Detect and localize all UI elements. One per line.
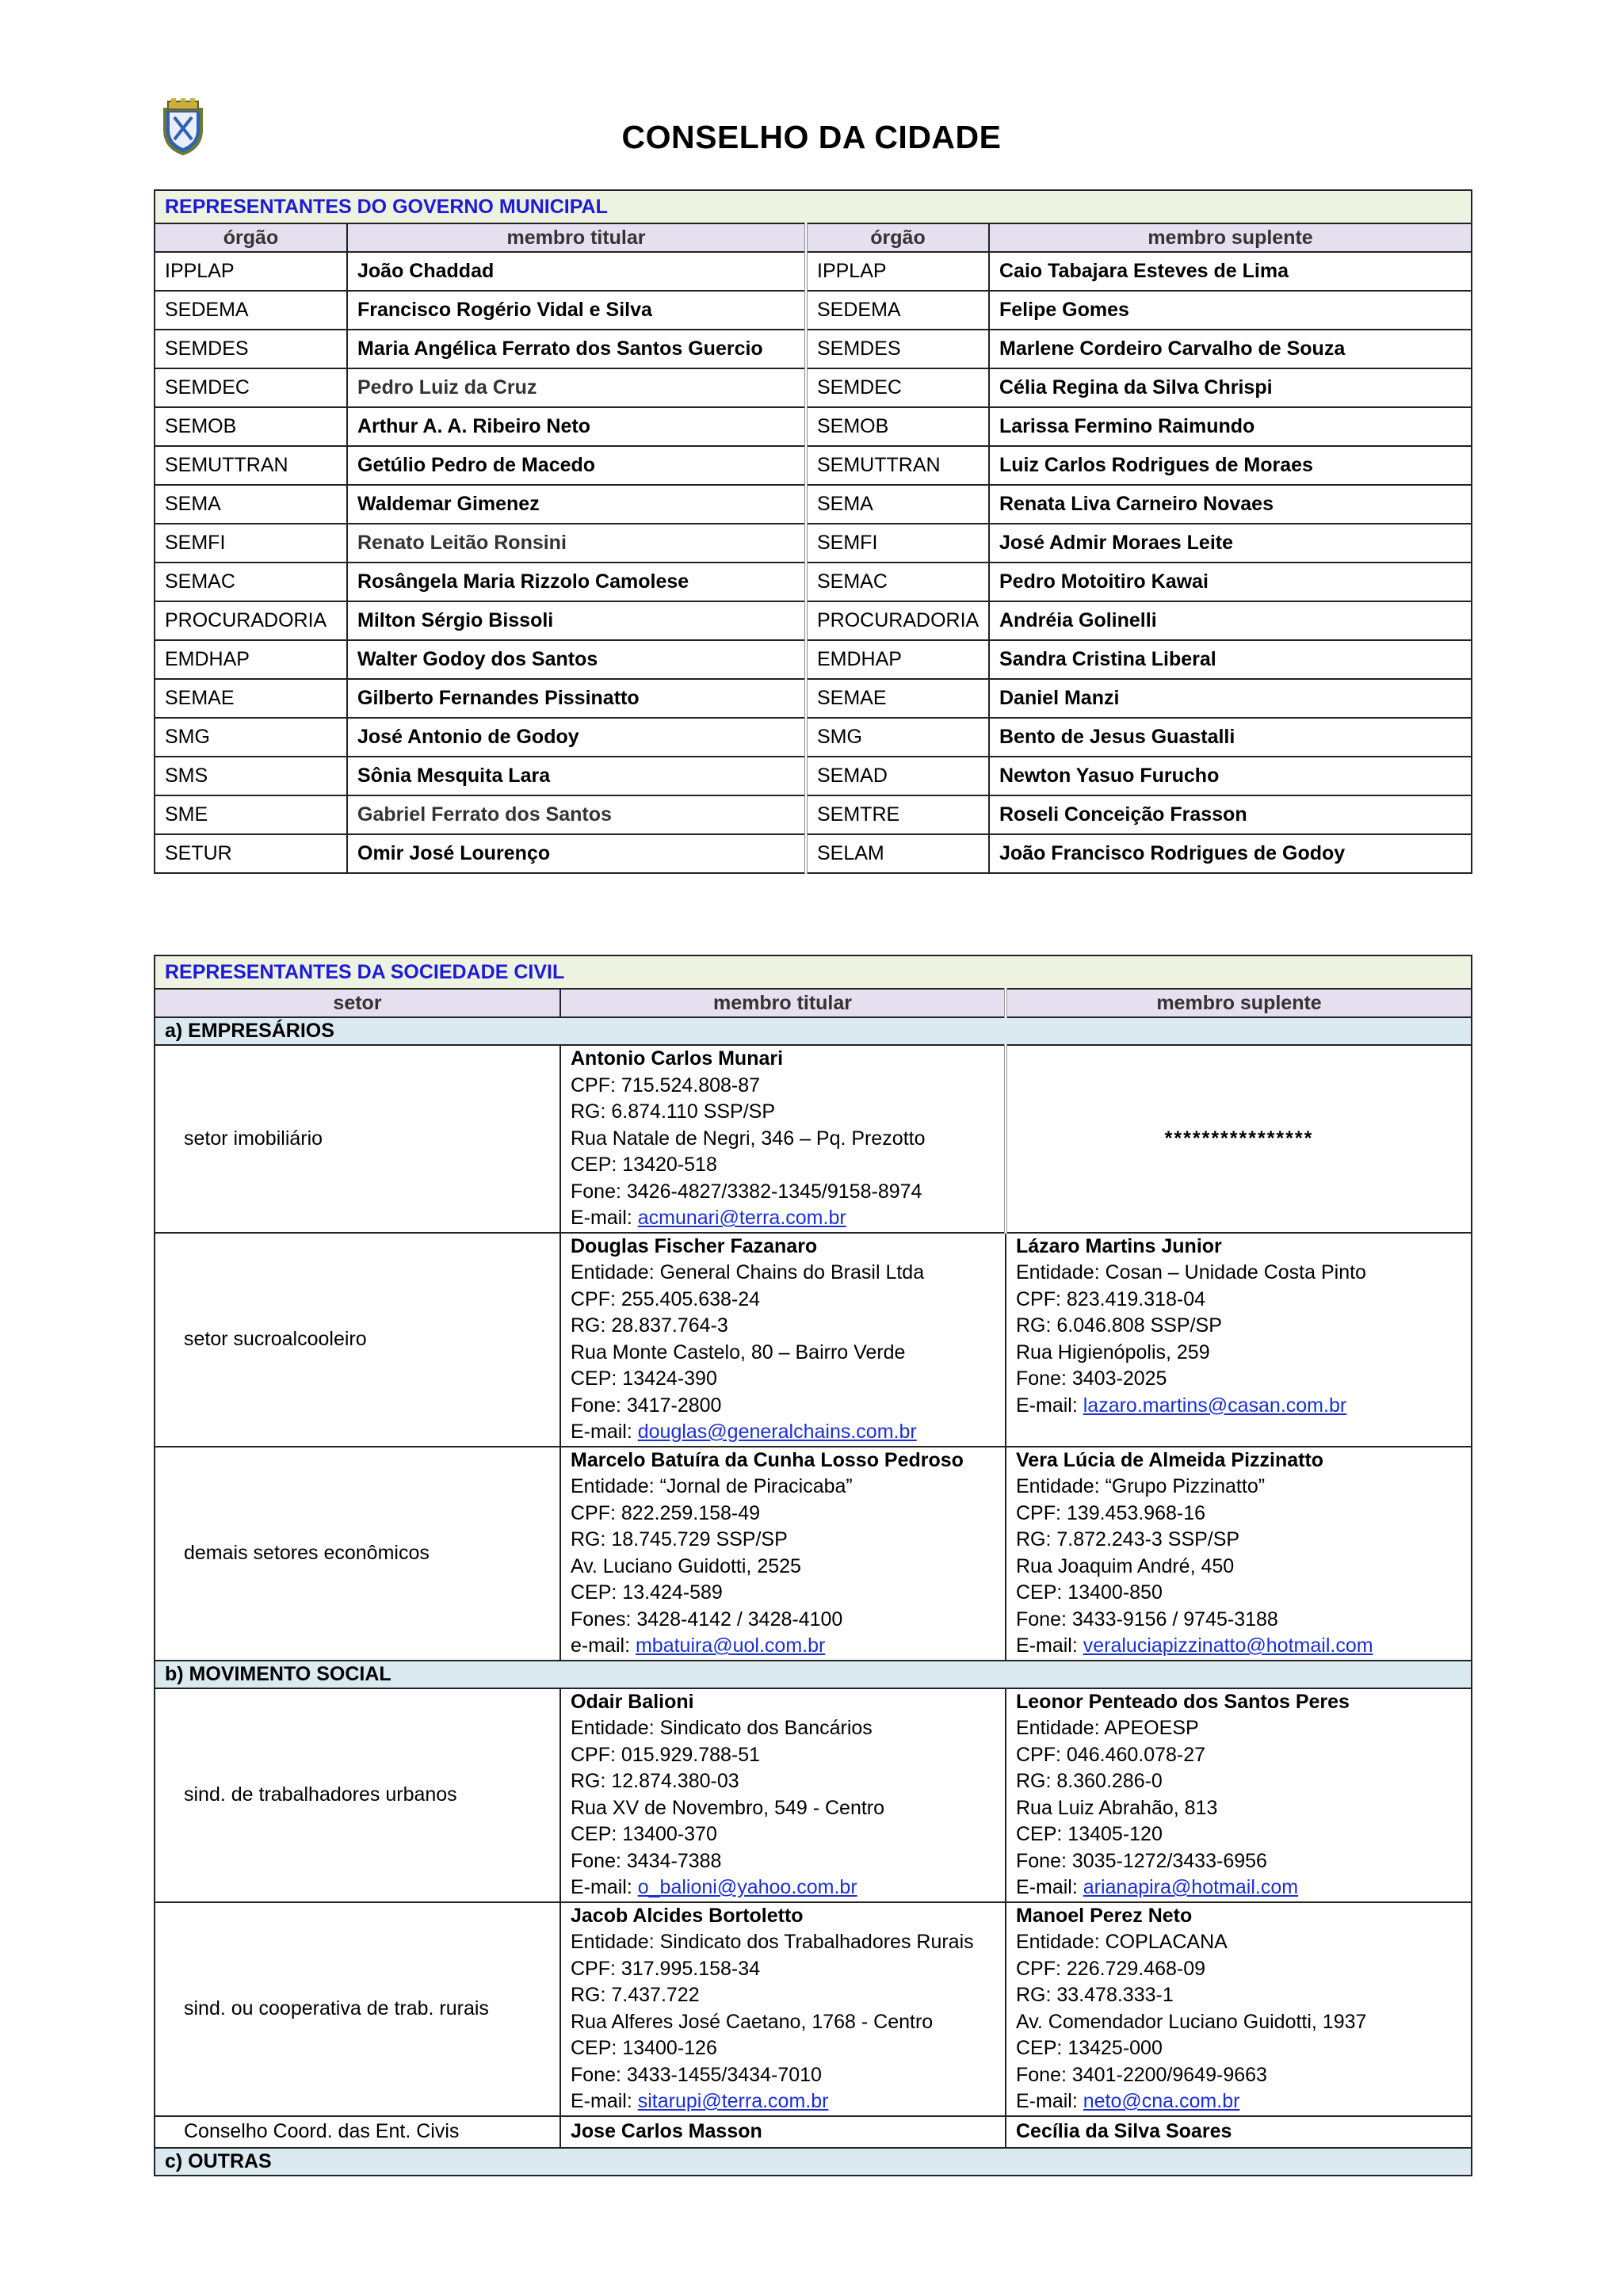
governo-row	[155, 640, 1472, 679]
orgao-suplente-cell: SEDEMA	[806, 291, 989, 330]
member-detail-line: CPF: 715.524.808-87	[571, 1074, 761, 1097]
member-details	[560, 1902, 1006, 2116]
email-link[interactable]: acmunari@terra.com.br	[637, 1207, 846, 1229]
membro-titular-cell: Rosângela Maria Rizzolo Camolese	[347, 563, 806, 601]
member-row	[155, 1902, 1472, 2116]
governo-row	[155, 679, 1472, 718]
member-detail-line: Entidade: “Jornal de Piracicaba”	[571, 1475, 853, 1497]
member-detail-line: CPF: 255.405.638-24	[571, 1287, 761, 1310]
sociedade-table	[154, 955, 1472, 2176]
col-orgao-suplente: órgão	[806, 223, 989, 252]
orgao-titular-cell: SEMDEC	[155, 368, 347, 407]
orgao-titular-cell: SEMAC	[155, 563, 347, 601]
membro-suplente-cell: Marlene Cordeiro Carvalho de Souza	[989, 330, 1472, 368]
membro-titular-cell: José Antonio de Godoy	[347, 718, 806, 757]
member-name: Odair Balioni	[571, 1690, 694, 1713]
governo-row	[155, 563, 1472, 601]
member-detail-line: Entidade: General Chains do Brasil Ltda	[571, 1261, 925, 1283]
member-detail-line: CEP: 13425-000	[1016, 2037, 1163, 2059]
membro-titular-cell: Maria Angélica Ferrato dos Santos Guercio	[347, 330, 806, 368]
member-email-line	[1016, 1393, 1461, 1420]
membro-suplente-cell: Sandra Cristina Liberal	[989, 640, 1472, 679]
orgao-suplente-cell: SEMOB	[806, 407, 989, 446]
member-email-line	[571, 2088, 995, 2115]
email-link[interactable]: arianapira@hotmail.com	[1083, 1876, 1299, 1898]
member-detail-line: Fone: 3403-2025	[1016, 1367, 1167, 1390]
governo-table	[154, 189, 1472, 874]
orgao-suplente-cell: SEMDES	[806, 330, 989, 368]
governo-row	[155, 834, 1472, 873]
member-detail-line: Fone: 3426-4827/3382-1345/9158-8974	[571, 1180, 922, 1203]
membro-titular-cell: Omir José Lourenço	[347, 834, 806, 873]
member-detail-line: Av. Luciano Guidotti, 2525	[571, 1554, 801, 1577]
setor-cell: sind. ou cooperativa de trab. rurais	[155, 1902, 560, 2116]
member-detail-line: Fone: 3434-7388	[571, 1849, 722, 1872]
member-detail-line: CPF: 015.929.788-51	[571, 1743, 761, 1766]
orgao-titular-cell: SEMOB	[155, 407, 347, 446]
orgao-suplente-cell: SEMUTTRAN	[806, 446, 989, 485]
orgao-suplente-cell: EMDHAP	[806, 640, 989, 679]
orgao-titular-cell: SEDEMA	[155, 291, 347, 330]
membro-titular-cell: Sônia Mesquita Lara	[347, 757, 806, 795]
orgao-suplente-cell: SEMAC	[806, 563, 989, 601]
member-detail-line: Rua XV de Novembro, 549 - Centro	[571, 1796, 885, 1819]
member-name: Leonor Penteado dos Santos Peres	[1016, 1690, 1350, 1713]
member-detail-line: Entidade: COPLACANA	[1016, 1931, 1228, 1953]
membro-suplente-cell: Célia Regina da Silva Chrispi	[989, 368, 1472, 407]
governo-row	[155, 330, 1472, 368]
governo-row	[155, 446, 1472, 485]
orgao-titular-cell: IPPLAP	[155, 252, 347, 291]
suplente-vacant-cell: ****************	[1006, 1045, 1472, 1233]
member-detail-line: CPF: 317.995.158-34	[571, 1957, 761, 1980]
setor-cell: sind. de trabalhadores urbanos	[155, 1688, 560, 1902]
email-link[interactable]: sitarupi@terra.com.br	[637, 2090, 829, 2112]
member-detail-line: Entidade: “Grupo Pizzinatto”	[1016, 1475, 1266, 1497]
membro-titular-cell: Renato Leitão Ronsini	[347, 524, 806, 563]
membro-suplente-cell: Luiz Carlos Rodrigues de Moraes	[989, 446, 1472, 485]
membro-suplente-cell: Larissa Fermino Raimundo	[989, 407, 1472, 446]
member-detail-line: Entidade: Sindicato dos Trabalhadores Rurais	[571, 1931, 974, 1953]
email-label: E-mail:	[571, 1876, 638, 1898]
membro-suplente-cell: João Francisco Rodrigues de Godoy	[989, 834, 1472, 873]
orgao-suplente-cell: SMG	[806, 718, 989, 757]
orgao-suplente-cell: PROCURADORIA	[806, 601, 989, 640]
governo-heading: REPRESENTANTES DO GOVERNO MUNICIPAL	[155, 190, 1472, 223]
setor-cell: demais setores econômicos	[155, 1447, 560, 1661]
membro-suplente-cell: Roseli Conceição Frasson	[989, 795, 1472, 834]
governo-row	[155, 368, 1472, 407]
email-link[interactable]: o_balioni@yahoo.com.br	[637, 1876, 857, 1898]
member-detail-line: CPF: 046.460.078-27	[1016, 1743, 1206, 1766]
member-detail-line: RG: 6.874.110 SSP/SP	[571, 1100, 776, 1123]
email-link[interactable]: mbatuira@uol.com.br	[635, 1634, 826, 1657]
member-detail-line: Fone: 3417-2800	[571, 1394, 722, 1417]
orgao-suplente-cell: SELAM	[806, 834, 989, 873]
email-label: e-mail:	[571, 1634, 636, 1657]
orgao-suplente-cell: IPPLAP	[806, 252, 989, 291]
member-detail-line: CPF: 139.453.968-16	[1016, 1501, 1206, 1524]
member-detail-line: RG: 18.745.729 SSP/SP	[571, 1528, 788, 1550]
member-detail-line: RG: 8.360.286-0	[1016, 1770, 1163, 1792]
member-detail-line: CEP: 13.424-589	[571, 1581, 723, 1604]
member-name: Manoel Perez Neto	[1016, 1904, 1193, 1927]
orgao-titular-cell: SEMDES	[155, 330, 347, 368]
governo-row	[155, 291, 1472, 330]
member-detail-line: RG: 7.872.243-3 SSP/SP	[1016, 1528, 1240, 1550]
member-detail-line: CPF: 822.259.158-49	[571, 1501, 761, 1524]
member-email-line	[1016, 1633, 1461, 1660]
email-label: E-mail:	[571, 1421, 638, 1443]
member-row-single	[155, 2116, 1472, 2148]
membro-suplente-cell: Newton Yasuo Furucho	[989, 757, 1472, 795]
col-membro-suplente: membro suplente	[1006, 989, 1472, 1017]
member-email-line	[571, 1205, 995, 1232]
setor-cell: Conselho Coord. das Ent. Civis	[155, 2116, 560, 2148]
member-details	[560, 1447, 1006, 1661]
member-detail-line: CEP: 13420-518	[571, 1154, 717, 1176]
orgao-titular-cell: SEMAE	[155, 679, 347, 718]
governo-row	[155, 601, 1472, 640]
member-name: Vera Lúcia de Almeida Pizzinatto	[1016, 1448, 1324, 1471]
email-label: E-mail:	[1016, 1634, 1083, 1657]
member-detail-line: RG: 6.046.808 SSP/SP	[1016, 1314, 1222, 1337]
membro-suplente-cell: Andréia Golinelli	[989, 601, 1472, 640]
orgao-suplente-cell: SEMTRE	[806, 795, 989, 834]
membro-suplente-cell: José Admir Moraes Leite	[989, 524, 1472, 563]
email-label: E-mail:	[1016, 1394, 1083, 1417]
suplente-name-cell: Cecília da Silva Soares	[1006, 2116, 1472, 2148]
orgao-suplente-cell: SEMAE	[806, 679, 989, 718]
email-link[interactable]: neto@cna.com.br	[1083, 2090, 1240, 2112]
member-detail-line: CEP: 13400-370	[571, 1823, 717, 1845]
membro-titular-cell: Francisco Rogério Vidal e Silva	[347, 291, 806, 330]
member-detail-line: Entidade: Sindicato dos Bancários	[571, 1717, 873, 1739]
member-detail-line: Fone: 3035-1272/3433-6956	[1016, 1849, 1267, 1872]
setor-cell: setor imobiliário	[155, 1045, 560, 1233]
membro-suplente-cell: Pedro Motoitiro Kawai	[989, 563, 1472, 601]
email-link[interactable]: lazaro.martins@casan.com.br	[1083, 1394, 1347, 1417]
orgao-titular-cell: SMS	[155, 757, 347, 795]
member-detail-line: CEP: 13405-120	[1016, 1823, 1163, 1845]
member-details	[1006, 1688, 1472, 1902]
membro-suplente-cell: Daniel Manzi	[989, 679, 1472, 718]
governo-row	[155, 252, 1472, 291]
member-detail-line: Rua Natale de Negri, 346 – Pq. Prezotto	[571, 1127, 926, 1150]
member-detail-line: Rua Monte Castelo, 80 – Bairro Verde	[571, 1341, 906, 1363]
governo-row	[155, 524, 1472, 563]
orgao-suplente-cell: SEMFI	[806, 524, 989, 563]
orgao-titular-cell: EMDHAP	[155, 640, 347, 679]
orgao-titular-cell: SEMUTTRAN	[155, 446, 347, 485]
member-email-line	[1016, 2088, 1461, 2115]
member-detail-line: Entidade: Cosan – Unidade Costa Pinto	[1016, 1261, 1366, 1283]
email-label: E-mail:	[1016, 1876, 1083, 1898]
member-detail-line: CEP: 13400-850	[1016, 1581, 1163, 1604]
orgao-titular-cell: SMG	[155, 718, 347, 757]
col-setor: setor	[155, 989, 560, 1017]
orgao-titular-cell: PROCURADORIA	[155, 601, 347, 640]
membro-suplente-cell: Felipe Gomes	[989, 291, 1472, 330]
member-email-line	[571, 1633, 995, 1660]
governo-row	[155, 485, 1472, 524]
sociedade-heading-row	[155, 955, 1472, 989]
col-membro-titular: membro titular	[560, 989, 1006, 1017]
membro-titular-cell: Getúlio Pedro de Macedo	[347, 446, 806, 485]
member-detail-line: Fone: 3401-2200/9649-9663	[1016, 2063, 1267, 2086]
orgao-suplente-cell: SEMA	[806, 485, 989, 524]
member-email-line	[571, 1419, 995, 1446]
orgao-titular-cell: SEMFI	[155, 524, 347, 563]
section-row	[155, 1017, 1472, 1045]
member-detail-line: Entidade: APEOESP	[1016, 1717, 1199, 1739]
member-detail-line: Rua Alferes José Caetano, 1768 - Centro	[571, 2010, 934, 2033]
governo-heading-row	[155, 190, 1472, 223]
orgao-titular-cell: SME	[155, 795, 347, 834]
member-detail-line: Av. Comendador Luciano Guidotti, 1937	[1016, 2010, 1367, 2033]
membro-suplente-cell: Caio Tabajara Esteves de Lima	[989, 252, 1472, 291]
member-detail-line: Rua Higienópolis, 259	[1016, 1341, 1210, 1363]
section-row	[155, 2148, 1472, 2176]
member-detail-line: CEP: 13424-390	[571, 1367, 717, 1390]
orgao-suplente-cell: SEMAD	[806, 757, 989, 795]
member-detail-line: RG: 33.478.333-1	[1016, 1984, 1174, 2006]
email-label: E-mail:	[571, 1207, 638, 1229]
member-details	[560, 1233, 1006, 1447]
orgao-titular-cell: SEMA	[155, 485, 347, 524]
membro-titular-cell: João Chaddad	[347, 252, 806, 291]
orgao-titular-cell: SETUR	[155, 834, 347, 873]
member-name: Antonio Carlos Munari	[571, 1047, 784, 1070]
member-detail-line: Fones: 3428-4142 / 3428-4100	[571, 1608, 843, 1630]
member-row	[155, 1045, 1472, 1233]
titular-name-cell: Jose Carlos Masson	[560, 2116, 1006, 2148]
member-email-line	[1016, 1875, 1461, 1901]
member-details	[1006, 1902, 1472, 2116]
member-name: Lázaro Martins Junior	[1016, 1234, 1222, 1257]
governo-row	[155, 407, 1472, 446]
member-detail-line: CPF: 823.419.318-04	[1016, 1287, 1206, 1310]
member-email-line	[571, 1875, 995, 1901]
member-details	[1006, 1447, 1472, 1661]
col-membro-titular: membro titular	[347, 223, 806, 252]
member-detail-line: Rua Luiz Abrahão, 813	[1016, 1796, 1218, 1819]
member-row	[155, 1233, 1472, 1447]
member-detail-line: CEP: 13400-126	[571, 2037, 717, 2059]
member-details	[1006, 1233, 1472, 1447]
membro-suplente-cell: Bento de Jesus Guastalli	[989, 718, 1472, 757]
member-details	[560, 1688, 1006, 1902]
governo-row	[155, 718, 1472, 757]
member-detail-line: RG: 7.437.722	[571, 1984, 700, 2006]
governo-row	[155, 795, 1472, 834]
membro-titular-cell: Walter Godoy dos Santos	[347, 640, 806, 679]
setor-cell: setor sucroalcooleiro	[155, 1233, 560, 1447]
sociedade-column-headers	[155, 989, 1472, 1017]
member-row	[155, 1688, 1472, 1902]
membro-titular-cell: Gilberto Fernandes Pissinatto	[347, 679, 806, 718]
orgao-suplente-cell: SEMDEC	[806, 368, 989, 407]
member-detail-line: CPF: 226.729.468-09	[1016, 1957, 1206, 1980]
col-orgao-titular: órgão	[155, 223, 347, 252]
member-detail-line: Rua Joaquim André, 450	[1016, 1554, 1235, 1577]
membro-titular-cell: Pedro Luiz da Cruz	[347, 368, 806, 407]
email-label: E-mail:	[571, 2090, 638, 2112]
governo-column-headers	[155, 223, 1472, 252]
email-link[interactable]: veraluciapizzinatto@hotmail.com	[1083, 1634, 1373, 1657]
col-membro-suplente: membro suplente	[989, 223, 1472, 252]
section-label: c) OUTRAS	[155, 2148, 1472, 2176]
governo-row	[155, 757, 1472, 795]
membro-titular-cell: Milton Sérgio Bissoli	[347, 601, 806, 640]
membro-titular-cell: Arthur A. A. Ribeiro Neto	[347, 407, 806, 446]
member-name: Marcelo Batuíra da Cunha Losso Pedroso	[571, 1448, 964, 1471]
member-name: Douglas Fischer Fazanaro	[571, 1234, 818, 1257]
email-link[interactable]: douglas@generalchains.com.br	[637, 1421, 917, 1443]
member-detail-line: RG: 28.837.764-3	[571, 1314, 728, 1337]
page-title: CONSELHO DA CIDADE	[621, 119, 1002, 155]
section-label: b) MOVIMENTO SOCIAL	[155, 1661, 1472, 1688]
email-label: E-mail:	[1016, 2090, 1083, 2112]
section-label: a) EMPRESÁRIOS	[155, 1017, 1472, 1045]
section-row	[155, 1661, 1472, 1688]
member-name: Jacob Alcides Bortoletto	[571, 1904, 804, 1927]
membro-titular-cell: Waldemar Gimenez	[347, 485, 806, 524]
membro-suplente-cell: Renata Liva Carneiro Novaes	[989, 485, 1472, 524]
member-details	[560, 1045, 1006, 1233]
sociedade-heading: REPRESENTANTES DA SOCIEDADE CIVIL	[155, 955, 1472, 989]
member-detail-line: Fone: 3433-1455/3434-7010	[571, 2063, 822, 2086]
member-detail-line: RG: 12.874.380-03	[571, 1770, 739, 1792]
member-row	[155, 1447, 1472, 1661]
membro-titular-cell: Gabriel Ferrato dos Santos	[347, 795, 806, 834]
member-detail-line: Fone: 3433-9156 / 9745-3188	[1016, 1608, 1278, 1630]
